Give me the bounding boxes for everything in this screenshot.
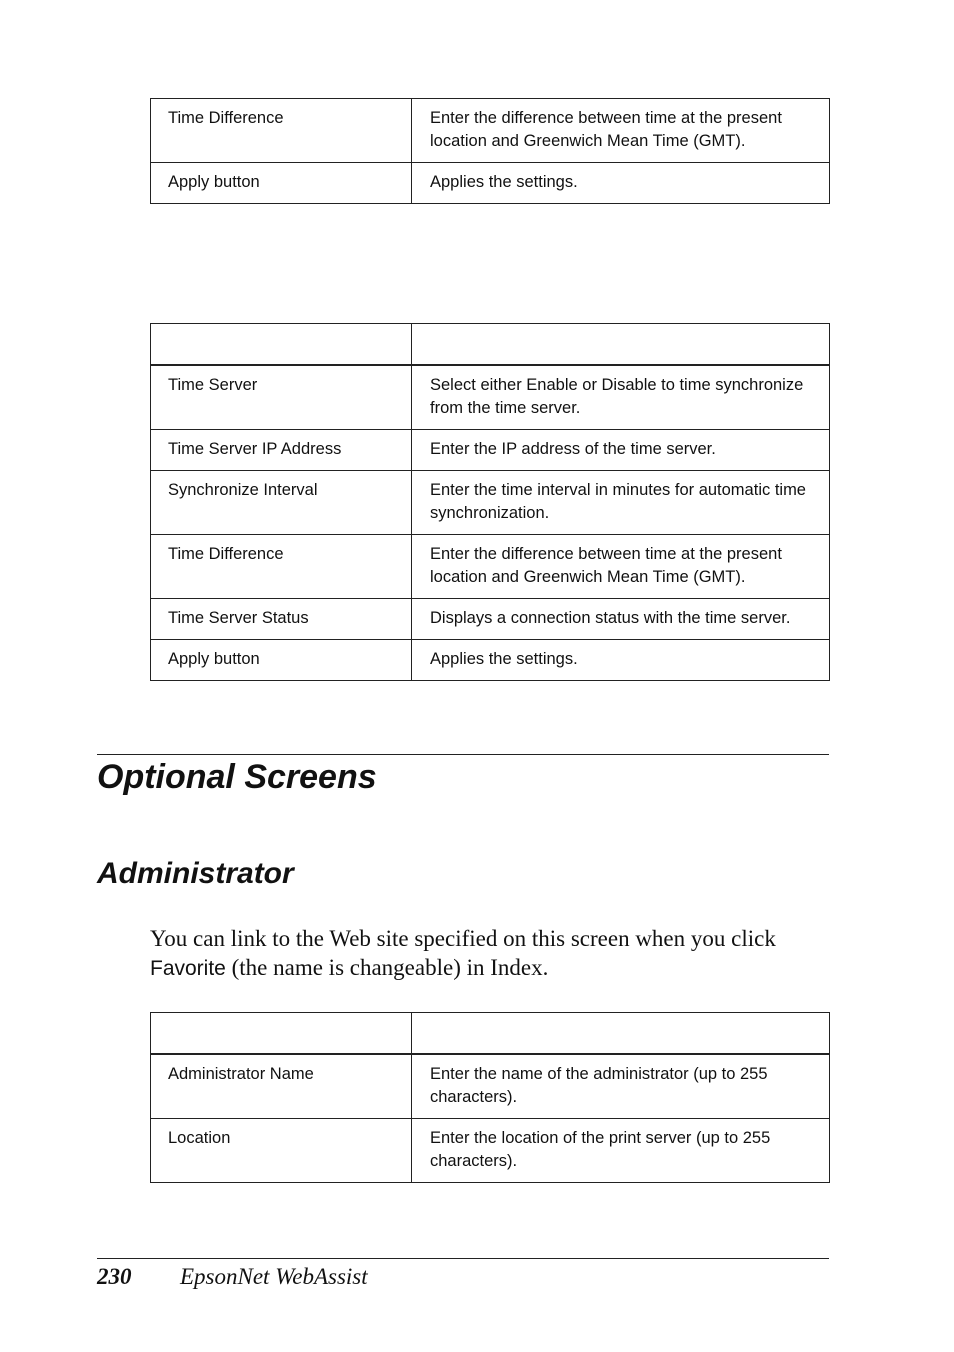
- book-title: EpsonNet WebAssist: [180, 1264, 368, 1289]
- table-row: [151, 430, 830, 471]
- table-row: [151, 471, 830, 535]
- table-row: [151, 99, 830, 163]
- page-number: 230: [97, 1264, 132, 1289]
- table-header-row: [151, 1013, 830, 1055]
- page-footer: [97, 1262, 368, 1292]
- item-cell: Time Difference: [151, 535, 412, 599]
- table-row: [151, 1054, 830, 1119]
- paragraph-text: (the name is changeable) in Index.: [225, 955, 549, 980]
- table-header-row: [151, 324, 830, 366]
- item-cell: Location: [151, 1119, 412, 1183]
- description-cell: Enter the time interval in minutes for automatic time synchronization.: [412, 471, 830, 535]
- item-cell: Apply button: [151, 640, 412, 681]
- item-cell: Time Server IP Address: [151, 430, 412, 471]
- item-cell: Apply button: [151, 163, 412, 204]
- description-cell: Applies the settings.: [412, 640, 830, 681]
- table-row: [151, 365, 830, 430]
- settings-table-administrator: [150, 1012, 830, 1183]
- header-description-cell: [412, 1013, 830, 1055]
- table-row: [151, 599, 830, 640]
- footer-divider: [97, 1258, 829, 1259]
- paragraph-text: You can link to the Web site specified on this screen when you click: [150, 926, 776, 951]
- item-cell: Synchronize Interval: [151, 471, 412, 535]
- settings-table-time-server: [150, 323, 830, 681]
- item-cell: Administrator Name: [151, 1054, 412, 1119]
- description-cell: Select either Enable or Disable to time synchronize from the time server.: [412, 365, 830, 430]
- header-description-cell: [412, 324, 830, 366]
- table-row: [151, 640, 830, 681]
- description-cell: Applies the settings.: [412, 163, 830, 204]
- subsection-title: Administrator: [97, 857, 294, 890]
- table-row: [151, 535, 830, 599]
- table-row: [151, 1119, 830, 1183]
- section-title: Optional Screens: [97, 758, 377, 796]
- item-cell: Time Server: [151, 365, 412, 430]
- ui-term-favorite: Favorite: [150, 957, 226, 980]
- description-cell: Displays a connection status with the time server.: [412, 599, 830, 640]
- item-cell: Time Server Status: [151, 599, 412, 640]
- description-cell: Enter the difference between time at the present location and Greenwich Mean Time (GMT).: [412, 535, 830, 599]
- description-cell: Enter the name of the administrator (up to 255 characters).: [412, 1054, 830, 1119]
- body-paragraph: [150, 924, 830, 983]
- description-cell: Enter the IP address of the time server.: [412, 430, 830, 471]
- header-item-cell: [151, 1013, 412, 1055]
- settings-table-time: [150, 98, 830, 204]
- description-cell: Enter the difference between time at the present location and Greenwich Mean Time (GMT).: [412, 99, 830, 163]
- item-cell: Time Difference: [151, 99, 412, 163]
- header-item-cell: [151, 324, 412, 366]
- description-cell: Enter the location of the print server (up to 255 characters).: [412, 1119, 830, 1183]
- table-row: [151, 163, 830, 204]
